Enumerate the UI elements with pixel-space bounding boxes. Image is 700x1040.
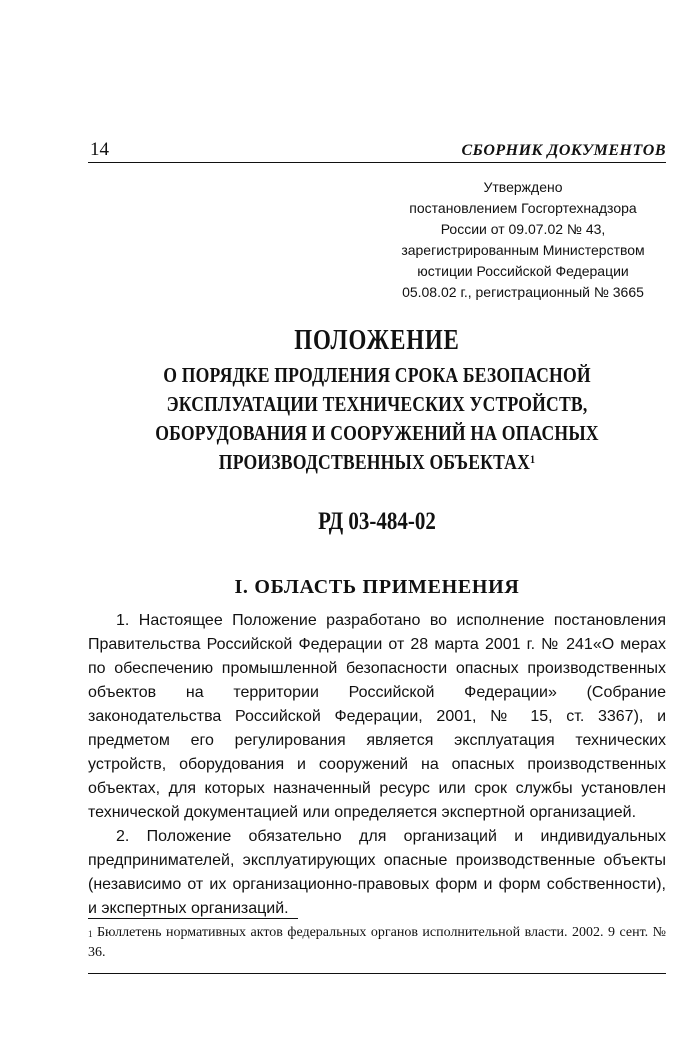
subtitle-line: ЭКСПЛУАТАЦИИ ТЕХНИЧЕСКИХ УСТРОЙСТВ, (166, 392, 588, 416)
approval-line: России от 09.07.02 № 43, (440, 221, 606, 237)
subtitle-line-text: ПРОИЗВОДСТВЕННЫХ ОБЪЕКТАХ (218, 450, 530, 474)
footnote-area (88, 918, 666, 963)
section-body (88, 609, 666, 921)
section-heading: I. ОБЛАСТЬ ПРИМЕНЕНИЯ (234, 576, 520, 598)
paragraph: 2. Положение обязательно для организаций и индивидуальных предпринимателей, эксплуатирующих опасные производственные объекты (независимо от их организационно-правовых форм и форм собственности), и экспертных организаций. (88, 828, 666, 917)
bottom-divider (88, 973, 666, 974)
page-number: 14 (90, 139, 109, 160)
collection-title: СБОРНИК ДОКУМЕНТОВ (461, 142, 666, 159)
approval-line: 05.08.02 г., регистрационный № 3665 (402, 284, 644, 300)
subtitle-line (134, 448, 620, 477)
document-code: РД 03-484-02 (318, 508, 436, 535)
running-header (88, 140, 666, 163)
footnote-divider (88, 918, 298, 919)
title-block (88, 325, 666, 477)
footnote-marker: 1 (88, 929, 93, 939)
approval-line: зарегистрированным Министерством (401, 242, 645, 258)
document-title: ПОЛОЖЕНИЕ (294, 325, 460, 356)
document-subtitle (88, 361, 666, 477)
approval-line: постановлением Госгортехнадзора (409, 200, 637, 216)
subtitle-line: ОБОРУДОВАНИЯ И СООРУЖЕНИЙ НА ОПАСНЫХ (155, 421, 599, 445)
subtitle-line: О ПОРЯДКЕ ПРОДЛЕНИЯ СРОКА БЕЗОПАСНОЙ (163, 363, 591, 387)
approval-line: Утверждено (483, 179, 563, 195)
document-page (88, 140, 666, 921)
approval-block (388, 177, 658, 303)
approval-line: юстиции Российской Федерации (417, 263, 629, 279)
footnote-text: Бюллетень нормативных актов федеральных органов исполнительной власти. 2002. 9 сент. № 36. (88, 925, 666, 960)
footnote-reference: 1 (529, 452, 536, 466)
footnote (88, 923, 666, 963)
paragraph: 1. Настоящее Положение разработано во исполнение постановления Правительства Российской Федерации от 28 марта 2001 г. № 241«О мерах по обеспечению промышленной безопасности опасных производственных объектов на территории Российской Федерации» (Собрание законодательства Российской Федерации, 2001, № 15, ст. 3367), и предметом его регулирования является эксплуатация технических устройств, оборудования и сооружений на опасных производственных объектах, для которых назначенный ресурс или срок службы установлен технической документацией или определяется экспертной организацией. (88, 612, 666, 821)
